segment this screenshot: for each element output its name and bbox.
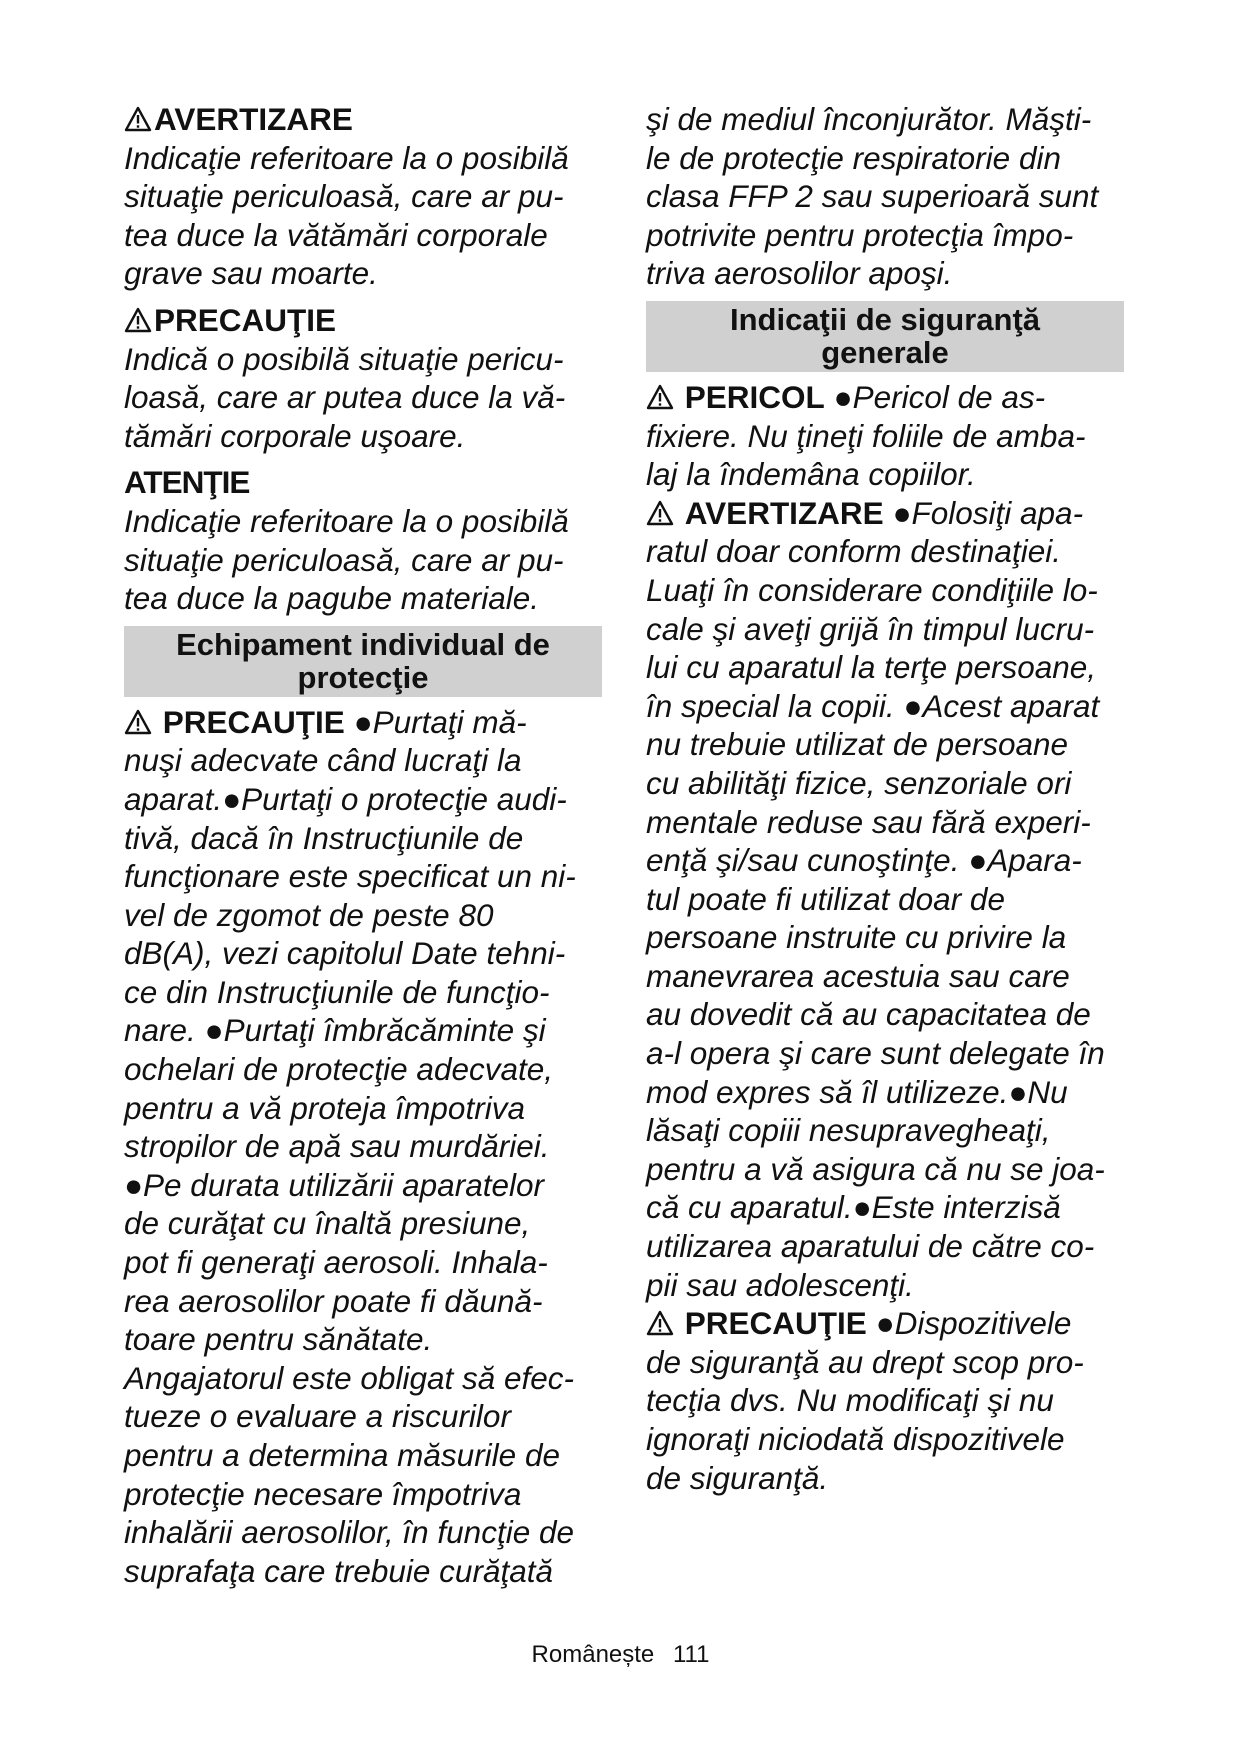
text-line: că cu aparatul.●Este interzisă	[646, 1189, 1061, 1226]
text-line: dB(A), vezi capitolul Date tehni-	[124, 935, 566, 972]
warning-triangle-icon	[124, 307, 152, 333]
warning-label: AVERTIZARE	[684, 494, 884, 531]
text-line: le de protecţie respiratorie din	[646, 139, 1061, 176]
text-line: pii sau adolescenţi.	[646, 1266, 914, 1303]
section-heading-general-safety: Indicaţii de siguranţă generale	[646, 301, 1124, 372]
attention-definition	[124, 463, 602, 617]
attention-text-line: Indicaţie referitoare la o posibilă	[124, 502, 569, 539]
text-line: aparat.●Purtaţi o protecţie audi-	[124, 780, 567, 817]
section-heading-protective-equipment: Echipament individual de protecţie	[124, 626, 602, 697]
text-line: suprafaţa care trebuie curăţată	[124, 1552, 554, 1589]
warning-text-line: situaţie periculoasă, care ar pu-	[124, 178, 564, 215]
danger-paragraph	[646, 378, 1124, 494]
text-line: au dovedit că au capacitatea de	[646, 996, 1091, 1033]
text-line: de curăţat cu înaltă presiune,	[124, 1205, 531, 1242]
text-line: a-l opera şi care sunt delegate în	[646, 1035, 1105, 1072]
warning-text-line: Indicaţie referitoare la o posibilă	[124, 139, 569, 176]
text-line: protecţie necesare împotriva	[124, 1475, 522, 1512]
text-line: ochelari de protecţie adecvate,	[124, 1051, 554, 1088]
caution-text-line: loasă, care ar putea duce la vă-	[124, 379, 566, 416]
text-line: ce din Instrucţiunile de funcţio-	[124, 973, 550, 1010]
text-line: în special la copii. ●Acest aparat	[646, 687, 1100, 724]
warning-label: AVERTIZARE	[124, 100, 602, 139]
caution-label: PRECAUŢIE	[684, 1305, 867, 1342]
caution-definition	[124, 301, 602, 455]
text-line: de siguranţă.	[646, 1459, 829, 1496]
text-line: lăsaţi copiii nesupravegheaţi,	[646, 1112, 1051, 1149]
text-line: PRECAUŢIE ●Purtaţi mă-	[124, 703, 602, 742]
text-line: pentru a determina măsurile de	[124, 1437, 560, 1473]
caution-text-line: tămări corporale uşoare.	[124, 417, 466, 454]
bullet: ●	[833, 378, 853, 415]
text-line: mod expres să îl utilizeze.●Nu	[646, 1073, 1068, 1110]
text-line: lui cu aparatul la terţe persoane,	[646, 649, 1097, 686]
footer-language: Românește	[531, 1641, 655, 1668]
text-line: Luaţi în considerare condiţiile lo-	[646, 571, 1098, 608]
warning-triangle-icon	[124, 709, 152, 735]
text-line: tueze o evaluare a riscurilor	[124, 1398, 511, 1435]
text-line: tecţia dvs. Nu modificaţi şi nu	[646, 1382, 1054, 1419]
attention-label: ATENŢIE	[124, 464, 250, 501]
right-column	[646, 100, 1124, 1497]
attention-text-line: tea duce la pagube materiale.	[124, 580, 540, 617]
bullet: ●	[875, 1305, 895, 1342]
text-line: laj la îndemâna copiilor.	[646, 456, 976, 493]
text-line: nu trebuie utilizat de persoane	[646, 726, 1069, 763]
text-line: cale şi aveţi grijă în timpul lucru-	[646, 610, 1095, 647]
text-line: clasa FFP 2 sau superioară sunt	[646, 178, 1099, 215]
warning-triangle-icon	[646, 384, 674, 410]
warning-text-line: tea duce la vătămări corporale	[124, 216, 548, 253]
text-line: manevrarea acestuia sau care	[646, 957, 1070, 994]
page-number: 111	[672, 1641, 710, 1668]
text-line: tul poate fi utilizat doar de	[646, 880, 1005, 917]
danger-label: PERICOL	[684, 378, 825, 415]
text-line: triva aerosolilor apoşi.	[646, 255, 953, 292]
warning-paragraph	[646, 494, 1124, 1304]
bullet: ●	[353, 703, 373, 740]
bullet: ●	[892, 494, 912, 531]
warning-triangle-icon	[646, 1310, 674, 1336]
text-line: nare. ●Purtaţi îmbrăcăminte şi	[124, 1012, 546, 1049]
text-line: ratul doar conform destinaţiei.	[646, 533, 1061, 570]
text-line: pot fi generaţi aerosoli. Inhala-	[124, 1244, 548, 1281]
text-line: mentale reduse sau fără experi-	[646, 803, 1091, 840]
text-line: stropilor de apă sau murdăriei.	[124, 1128, 550, 1165]
text-line: enţă şi/sau cunoştinţe. ●Apara-	[646, 842, 1082, 879]
text-line: ignoraţi niciodată dispozitivele	[646, 1421, 1065, 1457]
text-line: vel de zgomot de peste 80	[124, 896, 494, 933]
text-line: şi de mediul înconjurător. Măşti-	[646, 101, 1092, 137]
text-line: de siguranţă au drept scop pro-	[646, 1343, 1084, 1380]
text-line: rea aerosolilor poate fi dăună-	[124, 1282, 543, 1319]
attention-text-line: situaţie periculoasă, care ar pu-	[124, 541, 564, 578]
caution-label: PRECAUŢIE	[162, 703, 345, 740]
caution-text-line: Indică o posibilă situaţie pericu-	[124, 340, 564, 377]
warning-triangle-icon	[124, 106, 152, 132]
text-line: PERICOL ●Pericol de as-	[646, 378, 1124, 417]
text-line: toare pentru sănătate.	[124, 1321, 433, 1358]
text-line: cu abilităţi fizice, senzoriale ori	[646, 764, 1072, 801]
text-line: inhalării aerosolilor, în funcţie de	[124, 1514, 575, 1551]
warning-definition	[124, 100, 602, 293]
warning-triangle-icon	[646, 500, 674, 526]
text-line: tivă, dacă în Instrucţiunile de	[124, 819, 524, 856]
text-line: pentru a vă asigura că nu se joa-	[646, 1150, 1105, 1187]
caution-paragraph	[646, 1304, 1124, 1497]
caution-label: PRECAUŢIE	[124, 301, 602, 340]
text-line: pentru a vă proteja împotriva	[124, 1089, 525, 1126]
text-line: fixiere. Nu ţineţi foliile de amba-	[646, 417, 1086, 454]
text-line: PRECAUŢIE ●Dispozitivele	[646, 1304, 1124, 1343]
text-line: Angajatorul este obligat să efec-	[124, 1359, 575, 1396]
text-line: ●Pe durata utilizării aparatelor	[124, 1166, 544, 1203]
warning-text-line: grave sau moarte.	[124, 255, 378, 292]
text-line: utilizarea aparatului de către co-	[646, 1228, 1095, 1265]
protective-equipment-text	[124, 703, 602, 1591]
continuation-text	[646, 100, 1124, 293]
left-column	[124, 100, 602, 1590]
text-line: AVERTIZARE ●Folosiţi apa-	[646, 494, 1124, 533]
text-line: nuşi adecvate când lucraţi la	[124, 742, 522, 779]
text-line: potrivite pentru protecţia împo-	[646, 216, 1074, 253]
page-footer	[0, 1640, 1241, 1670]
text-line: funcţionare este specificat un ni-	[124, 858, 576, 895]
text-line: persoane instruite cu privire la	[646, 919, 1067, 956]
